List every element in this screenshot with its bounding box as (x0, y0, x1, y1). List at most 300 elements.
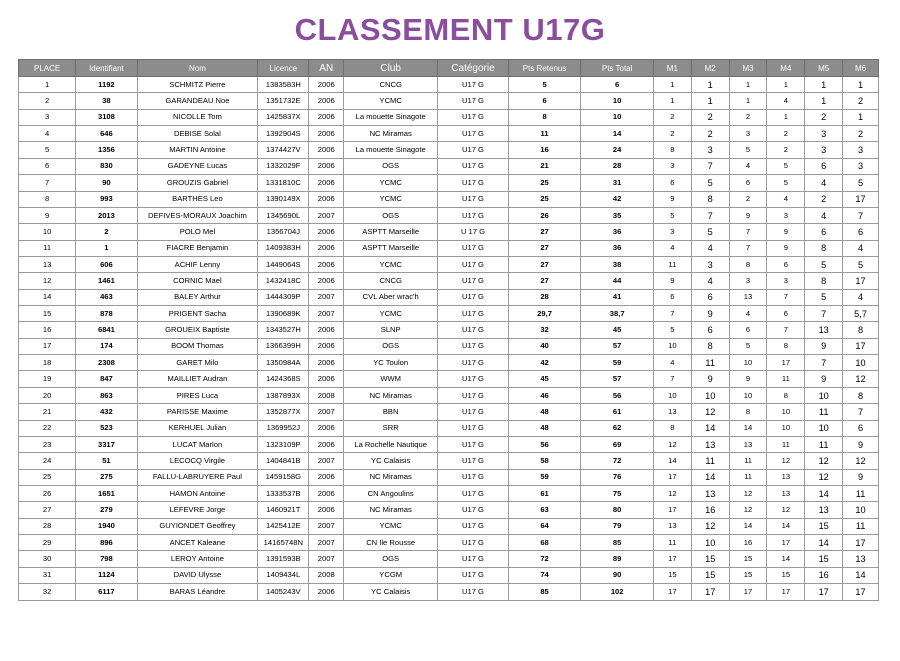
cell-m6: 7 (843, 207, 879, 223)
cell-identifiant: 90 (76, 175, 137, 191)
col-header-m3: M3 (729, 60, 767, 77)
cell-m6: 11 (843, 485, 879, 501)
cell-categorie: U17 G (438, 77, 509, 93)
cell-categorie: U17 G (438, 371, 509, 387)
cell-pts-retenus: 26 (508, 207, 581, 223)
cell-m4: 6 (767, 306, 805, 322)
cell-m2: 11 (691, 355, 729, 371)
cell-pts-retenus: 45 (508, 371, 581, 387)
col-header-m6: M6 (843, 60, 879, 77)
cell-club: OGS (344, 207, 438, 223)
cell-m4: 1 (767, 109, 805, 125)
cell-an: 2006 (309, 485, 344, 501)
cell-m2: 14 (691, 420, 729, 436)
cell-identifiant: 38 (76, 93, 137, 109)
cell-m2: 5 (691, 224, 729, 240)
cell-nom: SCHMITZ Pierre (137, 77, 258, 93)
cell-pts-retenus: 64 (508, 518, 581, 534)
cell-pts-retenus: 42 (508, 355, 581, 371)
cell-m4: 3 (767, 273, 805, 289)
cell-an: 2006 (309, 126, 344, 142)
cell-m4: 4 (767, 93, 805, 109)
cell-an: 2006 (309, 584, 344, 600)
cell-pts-retenus: 25 (508, 191, 581, 207)
cell-m3: 12 (729, 485, 767, 501)
cell-place: 31 (19, 567, 76, 583)
cell-an: 2008 (309, 567, 344, 583)
cell-an: 2006 (309, 93, 344, 109)
cell-m3: 14 (729, 518, 767, 534)
col-header-place: PLACE (19, 60, 76, 77)
cell-club: OGS (344, 551, 438, 567)
cell-m6: 8 (843, 322, 879, 338)
cell-an: 2007 (309, 453, 344, 469)
cell-m3: 13 (729, 436, 767, 452)
cell-place: 12 (19, 273, 76, 289)
cell-m6: 12 (843, 371, 879, 387)
cell-pts-retenus: 74 (508, 567, 581, 583)
cell-m6: 14 (843, 567, 879, 583)
cell-categorie: U17 G (438, 256, 509, 272)
cell-m5: 5 (805, 289, 843, 305)
cell-pts-retenus: 48 (508, 420, 581, 436)
cell-identifiant: 174 (76, 338, 137, 354)
cell-pts-total: 31 (581, 175, 654, 191)
cell-an: 2006 (309, 469, 344, 485)
cell-m1: 10 (653, 387, 691, 403)
cell-pts-total: 35 (581, 207, 654, 223)
cell-m3: 8 (729, 404, 767, 420)
table-row (19, 256, 879, 272)
cell-licence: 1356704J (258, 224, 309, 240)
cell-categorie: U17 G (438, 469, 509, 485)
col-header-m5: M5 (805, 60, 843, 77)
cell-m3: 7 (729, 240, 767, 256)
cell-categorie: U17 G (438, 240, 509, 256)
cell-m2: 16 (691, 502, 729, 518)
col-header-an: AN (309, 60, 344, 77)
cell-m4: 9 (767, 224, 805, 240)
cell-club: SLNP (344, 322, 438, 338)
table-row (19, 535, 879, 551)
cell-place: 20 (19, 387, 76, 403)
cell-m1: 17 (653, 584, 691, 600)
cell-m4: 2 (767, 126, 805, 142)
cell-pts-total: 38,7 (581, 306, 654, 322)
cell-place: 22 (19, 420, 76, 436)
table-row (19, 404, 879, 420)
cell-m2: 2 (691, 109, 729, 125)
cell-m1: 15 (653, 567, 691, 583)
cell-m1: 9 (653, 191, 691, 207)
cell-m5: 7 (805, 355, 843, 371)
cell-nom: BOOM Thomas (137, 338, 258, 354)
cell-m3: 9 (729, 207, 767, 223)
cell-pts-retenus: 85 (508, 584, 581, 600)
cell-m5: 12 (805, 453, 843, 469)
cell-m5: 1 (805, 93, 843, 109)
cell-m5: 11 (805, 404, 843, 420)
cell-m5: 13 (805, 322, 843, 338)
cell-m6: 1 (843, 109, 879, 125)
cell-nom: ACHIF Lenny (137, 256, 258, 272)
cell-nom: POLO Mel (137, 224, 258, 240)
cell-licence: 1391593B (258, 551, 309, 567)
cell-m6: 5 (843, 175, 879, 191)
table-row (19, 436, 879, 452)
cell-m5: 17 (805, 584, 843, 600)
cell-m3: 10 (729, 355, 767, 371)
col-header-pts-total: Pts Total (581, 60, 654, 77)
cell-m3: 6 (729, 175, 767, 191)
cell-pts-retenus: 6 (508, 93, 581, 109)
cell-m4: 13 (767, 485, 805, 501)
cell-m3: 11 (729, 453, 767, 469)
cell-m2: 4 (691, 240, 729, 256)
cell-place: 11 (19, 240, 76, 256)
cell-pts-total: 89 (581, 551, 654, 567)
cell-m2: 5 (691, 175, 729, 191)
cell-pts-retenus: 61 (508, 485, 581, 501)
cell-categorie: U17 G (438, 584, 509, 600)
cell-m5: 12 (805, 469, 843, 485)
cell-licence: 1409434L (258, 567, 309, 583)
cell-m4: 3 (767, 207, 805, 223)
cell-categorie: U17 G (438, 126, 509, 142)
cell-m4: 12 (767, 502, 805, 518)
cell-pts-retenus: 5 (508, 77, 581, 93)
table-row (19, 306, 879, 322)
cell-m5: 3 (805, 126, 843, 142)
cell-licence: 1383583H (258, 77, 309, 93)
cell-nom: LEROY Antoine (137, 551, 258, 567)
cell-m2: 9 (691, 306, 729, 322)
cell-licence: 1390149X (258, 191, 309, 207)
cell-m6: 17 (843, 584, 879, 600)
cell-identifiant: 2013 (76, 207, 137, 223)
cell-identifiant: 830 (76, 158, 137, 174)
cell-place: 32 (19, 584, 76, 600)
cell-categorie: U17 G (438, 404, 509, 420)
cell-m3: 3 (729, 126, 767, 142)
cell-pts-total: 79 (581, 518, 654, 534)
cell-an: 2007 (309, 551, 344, 567)
cell-licence: 1369952J (258, 420, 309, 436)
cell-m6: 9 (843, 469, 879, 485)
cell-licence: 1366399H (258, 338, 309, 354)
cell-identifiant: 1940 (76, 518, 137, 534)
cell-m1: 12 (653, 485, 691, 501)
cell-categorie: U17 G (438, 207, 509, 223)
cell-m3: 5 (729, 142, 767, 158)
table-row (19, 289, 879, 305)
cell-club: CVL Aber wrac'h (344, 289, 438, 305)
cell-m2: 4 (691, 273, 729, 289)
table-row (19, 338, 879, 354)
cell-an: 2006 (309, 502, 344, 518)
cell-pts-retenus: 8 (508, 109, 581, 125)
cell-nom: CORNIC Mael (137, 273, 258, 289)
cell-pts-total: 56 (581, 387, 654, 403)
cell-categorie: U17 G (438, 306, 509, 322)
cell-m2: 13 (691, 485, 729, 501)
cell-an: 2006 (309, 322, 344, 338)
cell-club: BBN (344, 404, 438, 420)
cell-club: CN Ile Rousse (344, 535, 438, 551)
cell-m5: 4 (805, 175, 843, 191)
cell-an: 2006 (309, 158, 344, 174)
cell-m6: 7 (843, 404, 879, 420)
cell-an: 2006 (309, 175, 344, 191)
col-header-categorie: Catégorie (438, 60, 509, 77)
cell-pts-retenus: 27 (508, 273, 581, 289)
cell-club: NC Miramas (344, 126, 438, 142)
table-body (19, 77, 879, 601)
col-header-m4: M4 (767, 60, 805, 77)
cell-place: 28 (19, 518, 76, 534)
cell-m3: 14 (729, 420, 767, 436)
cell-licence: 1352877X (258, 404, 309, 420)
cell-m6: 1 (843, 77, 879, 93)
cell-m5: 2 (805, 191, 843, 207)
cell-licence: 1405243V (258, 584, 309, 600)
cell-m1: 7 (653, 306, 691, 322)
cell-m2: 14 (691, 469, 729, 485)
cell-club: YCMC (344, 191, 438, 207)
cell-m2: 10 (691, 387, 729, 403)
cell-m6: 4 (843, 289, 879, 305)
cell-identifiant: 1 (76, 240, 137, 256)
cell-place: 7 (19, 175, 76, 191)
col-header-pts-retenus: Pts Retenus (508, 60, 581, 77)
cell-m2: 1 (691, 93, 729, 109)
cell-m3: 11 (729, 469, 767, 485)
cell-pts-total: 36 (581, 240, 654, 256)
cell-place: 4 (19, 126, 76, 142)
cell-m5: 3 (805, 142, 843, 158)
cell-m4: 1 (767, 77, 805, 93)
cell-categorie: U17 G (438, 535, 509, 551)
cell-place: 18 (19, 355, 76, 371)
cell-pts-total: 10 (581, 109, 654, 125)
cell-m4: 11 (767, 436, 805, 452)
cell-m2: 8 (691, 338, 729, 354)
cell-place: 16 (19, 322, 76, 338)
cell-pts-total: 42 (581, 191, 654, 207)
cell-identifiant: 51 (76, 453, 137, 469)
table-row (19, 142, 879, 158)
cell-categorie: U17 G (438, 551, 509, 567)
cell-pts-total: 102 (581, 584, 654, 600)
cell-m3: 4 (729, 158, 767, 174)
cell-an: 2006 (309, 240, 344, 256)
cell-nom: NICOLLE Tom (137, 109, 258, 125)
cell-nom: GADEYNE Lucas (137, 158, 258, 174)
cell-club: YC Calaisis (344, 584, 438, 600)
cell-m6: 17 (843, 191, 879, 207)
cell-nom: LUCAT Marlon (137, 436, 258, 452)
table-row (19, 551, 879, 567)
cell-nom: FIACRE Benjamin (137, 240, 258, 256)
cell-club: YC Calaisis (344, 453, 438, 469)
cell-place: 26 (19, 485, 76, 501)
cell-m4: 14 (767, 518, 805, 534)
cell-identifiant: 1192 (76, 77, 137, 93)
cell-categorie: U17 G (438, 142, 509, 158)
cell-m4: 17 (767, 584, 805, 600)
table-row (19, 322, 879, 338)
cell-m1: 9 (653, 273, 691, 289)
cell-identifiant: 1461 (76, 273, 137, 289)
cell-m1: 3 (653, 224, 691, 240)
cell-pts-retenus: 72 (508, 551, 581, 567)
col-header-m2: M2 (691, 60, 729, 77)
cell-m1: 1 (653, 93, 691, 109)
cell-pts-retenus: 48 (508, 404, 581, 420)
table-row (19, 273, 879, 289)
cell-categorie: U17 G (438, 567, 509, 583)
cell-pts-total: 80 (581, 502, 654, 518)
cell-an: 2007 (309, 535, 344, 551)
cell-m4: 10 (767, 420, 805, 436)
cell-licence: 1460921T (258, 502, 309, 518)
cell-pts-total: 62 (581, 420, 654, 436)
cell-identifiant: 847 (76, 371, 137, 387)
cell-categorie: U17 G (438, 338, 509, 354)
cell-m1: 10 (653, 338, 691, 354)
cell-an: 2007 (309, 306, 344, 322)
cell-pts-retenus: 27 (508, 240, 581, 256)
cell-an: 2007 (309, 404, 344, 420)
cell-licence: 1425837X (258, 109, 309, 125)
cell-pts-retenus: 29,7 (508, 306, 581, 322)
table-row (19, 502, 879, 518)
cell-club: YCMC (344, 256, 438, 272)
cell-place: 13 (19, 256, 76, 272)
cell-m1: 4 (653, 240, 691, 256)
cell-place: 5 (19, 142, 76, 158)
cell-m5: 11 (805, 436, 843, 452)
cell-pts-total: 85 (581, 535, 654, 551)
cell-an: 2006 (309, 224, 344, 240)
cell-an: 2006 (309, 371, 344, 387)
cell-m2: 17 (691, 584, 729, 600)
cell-identifiant: 1124 (76, 567, 137, 583)
cell-nom: DEFIVES-MORAUX Joachim (137, 207, 258, 223)
cell-m5: 5 (805, 256, 843, 272)
cell-club: SRR (344, 420, 438, 436)
cell-m3: 3 (729, 273, 767, 289)
table-row (19, 207, 879, 223)
cell-m2: 3 (691, 256, 729, 272)
cell-m3: 1 (729, 77, 767, 93)
cell-licence: 1404841B (258, 453, 309, 469)
table-row (19, 355, 879, 371)
cell-licence: 1331810C (258, 175, 309, 191)
cell-licence: 1432418C (258, 273, 309, 289)
cell-identifiant: 6841 (76, 322, 137, 338)
cell-identifiant: 863 (76, 387, 137, 403)
cell-pts-total: 76 (581, 469, 654, 485)
table-row (19, 371, 879, 387)
cell-pts-retenus: 21 (508, 158, 581, 174)
table-row (19, 518, 879, 534)
cell-m5: 16 (805, 567, 843, 583)
cell-pts-total: 90 (581, 567, 654, 583)
cell-club: CNCG (344, 77, 438, 93)
cell-m6: 4 (843, 240, 879, 256)
cell-pts-total: 59 (581, 355, 654, 371)
cell-m4: 6 (767, 256, 805, 272)
cell-m2: 11 (691, 453, 729, 469)
cell-m6: 10 (843, 355, 879, 371)
cell-pts-retenus: 46 (508, 387, 581, 403)
table-row (19, 191, 879, 207)
cell-m1: 6 (653, 289, 691, 305)
cell-m2: 1 (691, 77, 729, 93)
cell-nom: BALEY Arthur (137, 289, 258, 305)
cell-categorie: U17 G (438, 485, 509, 501)
cell-identifiant: 993 (76, 191, 137, 207)
cell-m2: 6 (691, 289, 729, 305)
table-row (19, 469, 879, 485)
cell-identifiant: 896 (76, 535, 137, 551)
table-row (19, 567, 879, 583)
cell-m6: 13 (843, 551, 879, 567)
cell-nom: DAVID Ulysse (137, 567, 258, 583)
table-row (19, 77, 879, 93)
cell-categorie: U17 G (438, 289, 509, 305)
cell-categorie: U17 G (438, 436, 509, 452)
cell-m1: 12 (653, 436, 691, 452)
cell-place: 29 (19, 535, 76, 551)
cell-pts-retenus: 27 (508, 256, 581, 272)
cell-licence: 1350984A (258, 355, 309, 371)
cell-m5: 4 (805, 207, 843, 223)
cell-m3: 9 (729, 371, 767, 387)
cell-m6: 17 (843, 338, 879, 354)
cell-m2: 12 (691, 404, 729, 420)
cell-m6: 5 (843, 256, 879, 272)
cell-club: La Rochelle Nautique (344, 436, 438, 452)
cell-m6: 17 (843, 273, 879, 289)
cell-m6: 3 (843, 142, 879, 158)
cell-m5: 10 (805, 387, 843, 403)
table-row (19, 109, 879, 125)
cell-identifiant: 2 (76, 224, 137, 240)
cell-pts-total: 72 (581, 453, 654, 469)
cell-identifiant: 1356 (76, 142, 137, 158)
cell-categorie: U17 G (438, 518, 509, 534)
cell-nom: KERHUEL Julian (137, 420, 258, 436)
cell-pts-retenus: 32 (508, 322, 581, 338)
col-header-nom: Nom (137, 60, 258, 77)
cell-nom: PIRES Luca (137, 387, 258, 403)
cell-m5: 6 (805, 158, 843, 174)
cell-club: ASPTT Marseille (344, 240, 438, 256)
table-row (19, 224, 879, 240)
cell-m4: 7 (767, 322, 805, 338)
cell-place: 14 (19, 289, 76, 305)
cell-m6: 12 (843, 453, 879, 469)
cell-pts-retenus: 27 (508, 224, 581, 240)
cell-nom: GARET Milo (137, 355, 258, 371)
cell-licence: 1374427V (258, 142, 309, 158)
cell-an: 2006 (309, 273, 344, 289)
cell-m1: 7 (653, 371, 691, 387)
col-header-identifiant: Identifiant (76, 60, 137, 77)
cell-categorie: U17 G (438, 420, 509, 436)
